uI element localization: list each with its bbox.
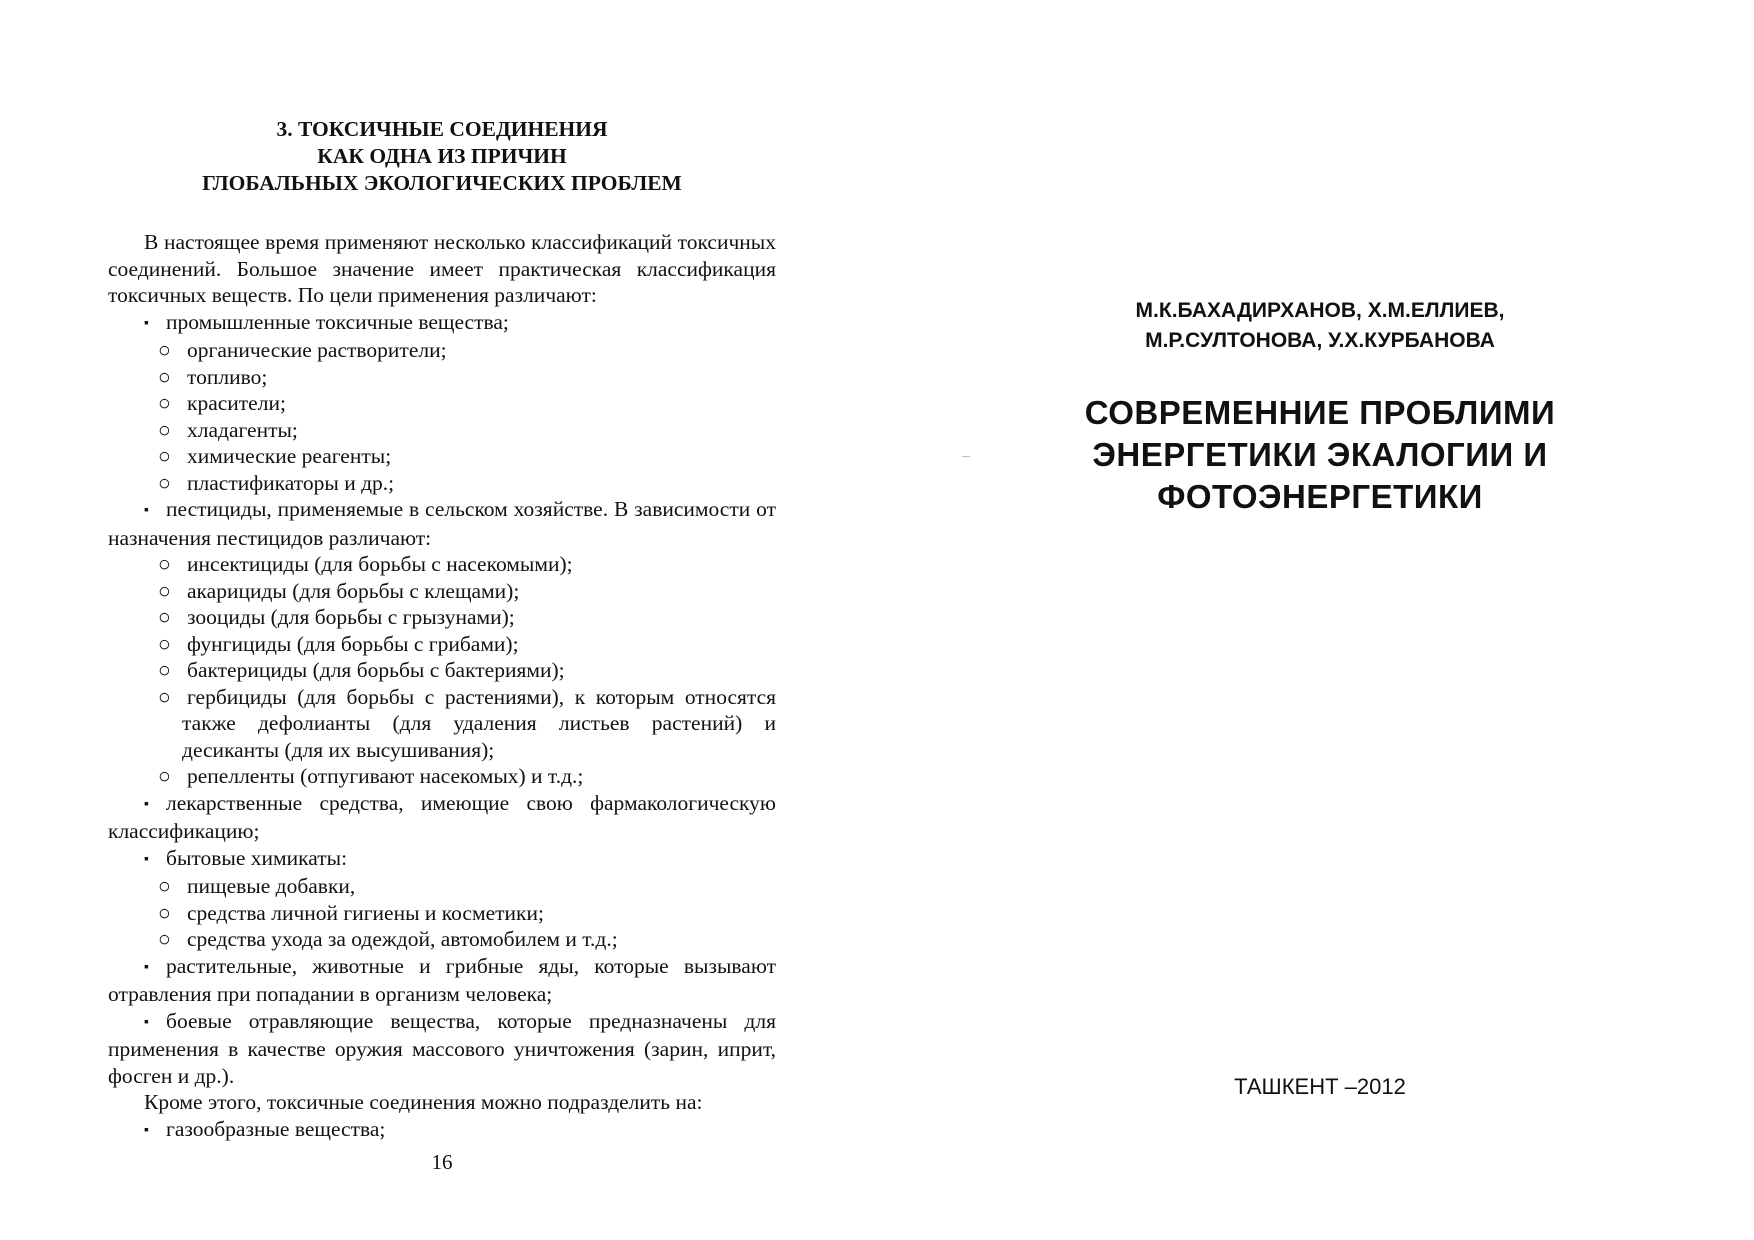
right-page — [1000, 0, 1640, 1240]
sub-list-item-text: фунгициды (для борьбы с грибами); — [187, 631, 519, 656]
list-item-text: лекарственные средства, имеющие свою фармакологическую классификацию; — [108, 790, 776, 843]
authors-line: М.Р.СУЛТОНОВА, У.Х.КУРБАНОВА — [1145, 329, 1495, 352]
sub-list-item — [108, 763, 776, 790]
sub-list-item — [108, 631, 776, 658]
sub-list-item-text: гербициды (для борьбы с растениями), к которым относятся также дефолианты (для удаления листьев растений) и десиканты (для их высушивания); — [182, 684, 776, 762]
circle-bullet-icon: ○ — [158, 417, 171, 442]
authors-line: М.К.БАХАДИРХАНОВ, Х.М.ЕЛЛИЕВ, — [1135, 299, 1505, 322]
circle-bullet-icon: ○ — [158, 874, 171, 898]
list-item-text: растительные, животные и грибные яды, которые вызывают отравления при попадании в организм человека; — [108, 953, 776, 1006]
chapter-title-line: 3. ТОКСИЧНЫЕ СОЕДИНЕНИЯ — [276, 117, 608, 141]
sub-list-item — [108, 926, 776, 953]
list-item — [108, 790, 776, 845]
sub-list-item — [108, 390, 776, 417]
sub-list-item — [108, 417, 776, 444]
sub-list-item-text: средства личной гигиены и косметики; — [187, 900, 544, 925]
circle-bullet-icon: ○ — [158, 764, 171, 788]
book-title-line: ФОТОЭНЕРГЕТИКИ — [1157, 478, 1483, 515]
sub-list-item-text: инсектициды (для борьбы с насекомыми); — [187, 552, 573, 576]
sub-list-item — [108, 900, 776, 927]
circle-bullet-icon: ○ — [158, 391, 171, 415]
sub-list-item-text: бактерициды (для борьбы с бактериями); — [187, 658, 565, 682]
scan-speck — [962, 456, 970, 457]
chapter-title-line: ГЛОБАЛЬНЫХ ЭКОЛОГИЧЕСКИХ ПРОБЛЕМ — [202, 171, 682, 195]
sub-list-item — [108, 604, 776, 631]
circle-bullet-icon: ○ — [158, 927, 171, 951]
book-title-line: ЭНЕРГЕТИКИ ЭКАЛОГИИ И — [1092, 436, 1548, 473]
list-item — [108, 496, 776, 551]
list-item-text: бытовые химикаты: — [166, 845, 348, 870]
sub-list-item — [108, 443, 776, 470]
sub-list-item — [108, 684, 776, 764]
circle-bullet-icon: ○ — [158, 578, 171, 603]
sub-list-item — [108, 364, 776, 391]
authors — [1000, 296, 1640, 356]
sub-list-item-text: красители; — [187, 391, 286, 415]
square-bullet-icon: ▪ — [144, 1122, 149, 1138]
list-item-text: промышленные токсичные вещества; — [166, 309, 509, 334]
book-title-line: СОВРЕМЕННИЕ ПРОБЛИМИ — [1084, 394, 1556, 431]
sub-list-item — [108, 873, 776, 900]
sub-list-item-text: акарициды (для борьбы с клещами); — [187, 578, 520, 603]
square-bullet-icon: ▪ — [144, 851, 149, 867]
sub-list-item-text: средства ухода за одеждой, автомобилем и т.д.; — [187, 927, 618, 951]
list-item — [108, 1116, 776, 1145]
circle-bullet-icon: ○ — [158, 900, 171, 925]
list-item — [108, 1008, 776, 1090]
left-page — [108, 116, 776, 1144]
square-bullet-icon: ▪ — [144, 959, 149, 975]
sub-list-item-text: пищевые добавки, — [187, 874, 356, 898]
circle-bullet-icon: ○ — [158, 552, 171, 576]
sub-list-item — [108, 470, 776, 497]
intro-paragraph: В настоящее время применяют несколько классификаций токсичных соединений. Большое значение имеет практическая классификация токсичных веществ. По цели применения различают: — [108, 230, 776, 307]
sub-list-item-text: органические растворители; — [187, 338, 447, 362]
sub-list-item-text: зооциды (для борьбы с грызунами); — [187, 605, 515, 629]
square-bullet-icon: ▪ — [144, 315, 149, 331]
square-bullet-icon: ▪ — [144, 503, 149, 518]
list-item-text: газообразные вещества; — [166, 1116, 386, 1141]
sub-list-item — [108, 578, 776, 605]
list-item — [108, 845, 776, 874]
sub-list-item-text: химические реагенты; — [187, 444, 392, 468]
circle-bullet-icon: ○ — [158, 364, 171, 389]
page-number: 16 — [431, 1150, 453, 1174]
circle-bullet-icon: ○ — [158, 658, 171, 682]
sub-list-item-text: пластификаторы и др.; — [187, 470, 395, 495]
circle-bullet-icon: ○ — [158, 631, 171, 656]
circle-bullet-icon: ○ — [158, 605, 171, 629]
sub-list-item-text: хладагенты; — [187, 417, 298, 442]
list-item — [108, 953, 776, 1008]
list-item-text: боевые отравляющие вещества, которые предназначены для применения в качестве оружия массового уничтожения (зарин, иприт, фосген и др.). — [108, 1008, 776, 1088]
sub-list-item — [108, 551, 776, 578]
list-item — [108, 309, 776, 338]
circle-bullet-icon: ○ — [158, 470, 171, 495]
circle-bullet-icon: ○ — [158, 338, 171, 362]
circle-bullet-icon: ○ — [158, 444, 171, 468]
besides-paragraph: Кроме этого, токсичные соединения можно подразделить на: — [144, 1090, 703, 1114]
sub-list-item-text: топливо; — [187, 364, 268, 389]
book-title — [1000, 392, 1640, 518]
square-bullet-icon: ▪ — [144, 796, 149, 812]
list-item-text: пестициды, применяемые в сельском хозяйстве. В зависимости от назначения пестицидов различают: — [108, 497, 776, 550]
square-bullet-icon: ▪ — [144, 1014, 149, 1030]
chapter-title — [108, 116, 776, 197]
chapter-title-line: КАК ОДНА ИЗ ПРИЧИН — [317, 144, 567, 168]
sub-list-item-text: репелленты (отпугивают насекомых) и т.д.; — [187, 764, 584, 788]
sub-list-item — [108, 657, 776, 684]
city-year: ТАШКЕНТ –2012 — [1234, 1074, 1406, 1099]
sub-list-item — [108, 337, 776, 364]
circle-bullet-icon: ○ — [158, 684, 171, 709]
